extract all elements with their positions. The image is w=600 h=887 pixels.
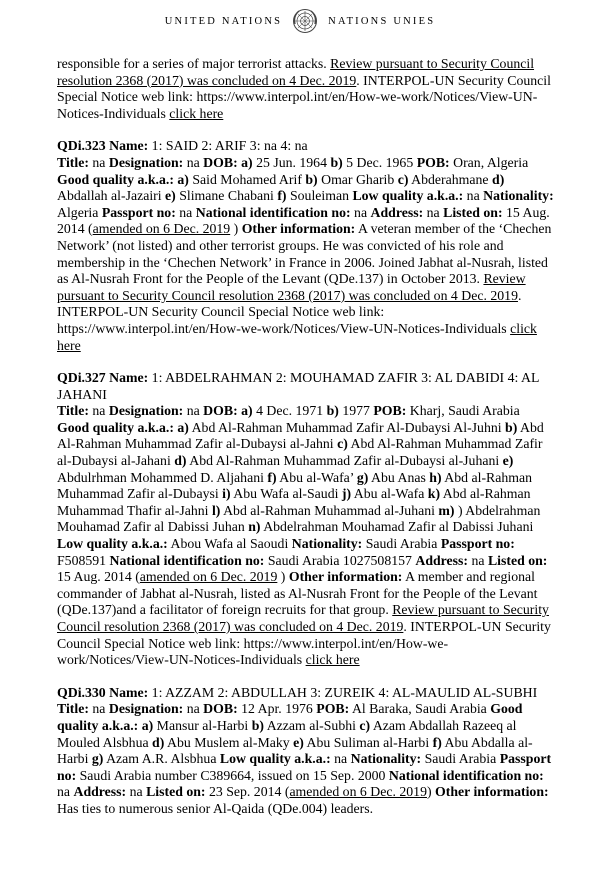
entry-qdi-327: QDi.327 Name: 1: ABDELRAHMAN 2: MOUHAMAD ZAFIR 3: AL DABIDI 4: AL JAHANI Title: na Designation: na DOB: a) 4 Dec. 1971 b) 1977 POB: Kharj, Saudi Arabia Good quality a.k.a.: a) Abd Al-Rahman Muhammad Zafir Al-Dubaysi Al-Juhni b) Abd Al-Rahman Muhammad Zafir al-Dubaysi al-Jahni c) Abd Al-Rahman Muhammad Zafir al-Dubaysi al-Jahani d) Abd Al-Rahman Muhammad Zafir al-Dubaysi al-Juhani e) Abdulrhman Mohammed D. Aljahani f) Abu al-Wafa’ g) Abu Anas h) Abd al-Rahman Muhammad Zafir al-Dubaysi i) Abu Wafa al-Saudi j) Abu al-Wafa k) Abd al-Rahman Muhammad Thafir al-Jahni l) Abd al-Rahman Muhammad al-Juhani m) ) Abdelrahman Mouhamad Zafir al Dabissi Juhan n) Abdelrahman Mouhamad Zafir al Dabissi Juhani Low quality a.k.a.: Abou Wafa al Saoudi Nationality: Saudi Arabia Passport no: F508591 National identification no: Saudi Arabia 1027508157 Address: na Listed on: 15 Aug. 2014 (amended on 6 Dec. 2019 ) Other information: A member and regional commander of Jabhat al-Nusrah, listed as Al-Nusrah Front for the People of the Levant (QDe.137)and a facilitator of foreign recruits for that group. Review pursuant to Security Council resolution 2368 (2017) was concluded on 4 Dec. 2019. INTERPOL-UN Security Council Special Notice web link: https://www.interpol.int/en/How-we-work/Notices/View-UN-Notices-Individuals click here: [57, 370, 551, 668]
field-lq: na: [466, 188, 480, 204]
field-gq-f-label: f): [277, 188, 287, 204]
field-title-label: Title:: [57, 701, 89, 717]
field-natid-label: National identification no:: [109, 552, 265, 568]
field-nationality: Algeria: [57, 204, 99, 220]
field-gq-g-label: g): [356, 469, 369, 485]
field-gq-l: Abd al-Rahman Muhammad al-Juhani: [223, 502, 435, 518]
field-address: na: [426, 204, 440, 220]
click-here-link[interactable]: click here: [57, 320, 537, 353]
field-dob-b-label: b): [330, 154, 343, 170]
entry-id: QDi.330: [57, 684, 106, 700]
field-gq-c-label: c): [337, 436, 348, 452]
field-gq-c: Azam Abdallah Razeeq al Mouled Alsbhua: [57, 717, 517, 750]
field-title: na: [92, 154, 106, 170]
field-gq-c: Abderahmane: [411, 171, 489, 187]
field-dob-label: DOB:: [203, 154, 238, 170]
field-gq-j: Abu al-Wafa: [353, 486, 425, 502]
field-gq-n: Abdelrahman Mouhamad Zafir al Dabissi Juhani: [263, 519, 534, 535]
field-passport-label: Passport no:: [101, 204, 176, 220]
field-gq-h-label: h): [429, 469, 442, 485]
review-link[interactable]: Review pursuant to Security Council resolution 2368 (2017) was concluded on 4 Dec. 2019: [57, 56, 535, 88]
field-listed: 23 Sep. 2014: [208, 784, 282, 800]
field-address: na: [471, 552, 485, 568]
entry-name: 1: ABDELRAHMAN 2: MOUHAMAD ZAFIR 3: AL DABIDI 4: AL JAHANI: [57, 370, 539, 402]
field-dob-label: DOB:: [203, 403, 238, 419]
entry-qdi-330: QDi.330 Name: 1: AZZAM 2: ABDULLAH 3: ZUREIK 4: AL-MAULID AL-SUBHI Title: na Designation: na DOB: 12 Apr. 1976 POB: Al Baraka, Saudi Arabia Good quality a.k.a.: a) Mansur al-Harbi b) Azzam al-Subhi c) Azam Abdallah Razeeq al Mouled Alsbhua d) Abu Muslem al-Maky e) Abu Suliman al-Harbi f) Abu Abdalla al-Harbi g) Azam A.R. Alsbhua Low quality a.k.a.: na Nationality: Saudi Arabia Passport no: Saudi Arabia number C389664, issued on 15 Sep. 2000 National identification no: na Address: na Listed on: 23 Sep. 2014 (amended on 6 Dec. 2019) Other information: Has ties to numerous senior Al-Qaida (QDe.004) leaders.: [57, 684, 552, 816]
field-gq-c-label: c): [359, 717, 371, 733]
field-name-label: Name:: [109, 370, 149, 386]
field-nationality: Saudi Arabia: [365, 536, 438, 552]
field-other-label: Other information:: [241, 221, 356, 237]
click-here-link[interactable]: click here: [305, 652, 360, 668]
field-other: A veteran member of the ‘Chechen Network’ (not listed) and other terrorist groups. He was convicted of his role and membership in the ‘Chechen Network’ in France in 2006. Joined Jabhat al-Nusrah, listed as Al-Nusrah Front for the People of the Levant (QDe.137) in October 2013.: [57, 221, 552, 287]
field-natid: Saudi Arabia 1027508157: [267, 552, 412, 568]
field-dob-b: 5 Dec. 1965: [346, 154, 414, 170]
field-lq-label: Low quality a.k.a.:: [352, 188, 464, 204]
entry-id: QDi.327: [57, 370, 106, 386]
field-gq-d-label: d): [174, 453, 187, 469]
field-gq-e: Abdulrhman Mohammed D. Aljahani: [57, 469, 264, 485]
field-gq-h: Abd al-Rahman Muhammad Zafir al-Dubaysi: [57, 469, 533, 502]
field-gq-d: Abd Al-Rahman Muhammad Zafir al-Dubaysi al-Juhani: [189, 453, 500, 469]
field-natid: na: [57, 784, 71, 800]
field-listed-label: Listed on:: [487, 552, 548, 568]
amended-link[interactable]: amended on 6 Dec. 2019: [139, 569, 278, 585]
field-nationality-label: Nationality:: [291, 536, 363, 552]
field-gq-g-label: g): [91, 751, 104, 767]
field-dob-label: DOB:: [203, 701, 238, 717]
entry-name: 1: AZZAM 2: ABDULLAH 3: ZUREIK 4: AL-MAULID AL-SUBHI: [151, 684, 538, 700]
field-gq-e-label: e): [293, 734, 304, 750]
field-gq-b-label: b): [505, 419, 518, 435]
field-designation-label: Designation:: [108, 403, 184, 419]
field-other: A member and regional commander of Jabhat al-Nusrah, listed as Al-Nusrah Front for the People of the Levant (QDe.137)and a facilitator of foreign recruits for that group.: [57, 569, 538, 618]
field-nationality-label: Nationality:: [350, 751, 422, 767]
field-interpol: . INTERPOL-UN Security Council Special Notice web link: https://www.interpol.int/en/How-we-work/Notices/View-UN-Notices-Individuals: [57, 287, 522, 336]
field-gq-d-label: d): [152, 734, 165, 750]
field-gq-b-label: b): [305, 171, 318, 187]
field-name-label: Name:: [109, 138, 149, 154]
field-dob-b: 1977: [342, 403, 370, 419]
field-gq-e: Slimane Chabani: [179, 188, 274, 204]
field-lq: na: [334, 751, 348, 767]
field-dob-a: 4 Dec. 1971: [256, 403, 324, 419]
click-here-link[interactable]: click here: [169, 105, 224, 121]
field-address-label: Address:: [370, 204, 424, 220]
field-gq-c: Abd Al-Rahman Muhammad Zafir al-Dubaysi al-Jahani: [57, 436, 543, 469]
field-gq-a: Mansur al-Harbi: [156, 717, 249, 733]
field-listed: 15 Aug. 2014: [57, 204, 550, 237]
field-listed-label: Listed on:: [146, 784, 206, 800]
field-gq-f: Souleiman: [289, 188, 349, 204]
field-gq-g: Abu Anas: [371, 469, 426, 485]
field-passport: Saudi Arabia number C389664, issued on 15 Sep. 2000: [79, 767, 386, 783]
field-gq-b: Omar Gharib: [321, 171, 395, 187]
field-lq-label: Low quality a.k.a.:: [219, 751, 331, 767]
field-nationality: Saudi Arabia: [424, 751, 497, 767]
field-gq-a-label: a): [141, 717, 154, 733]
field-address: na: [129, 784, 143, 800]
field-gq-m-label: m): [438, 502, 455, 518]
field-designation: na: [186, 154, 200, 170]
field-gq-b: Azzam al-Subhi: [266, 717, 356, 733]
field-gq-l-label: l): [211, 502, 221, 518]
header-right-text: NATIONS UNIES: [328, 15, 436, 27]
field-other-label: Other information:: [435, 784, 549, 800]
field-natid: na: [354, 204, 368, 220]
field-designation: na: [186, 403, 200, 419]
field-dob-a-label: a): [241, 154, 253, 170]
field-name-label: Name:: [109, 684, 149, 700]
field-gq-a: Abd Al-Rahman Muhammad Zafir Al-Dubaysi Al-Juhni: [191, 419, 502, 435]
field-designation: na: [186, 701, 200, 717]
field-gq-k-label: k): [427, 486, 441, 502]
field-gq-k: Abd al-Rahman Muhammad Thafir al-Jahni: [57, 486, 531, 518]
field-gq-d: Abu Muslem al-Maky: [167, 734, 290, 750]
field-interpol: . INTERPOL-UN Security Council Special Notice web link: https://www.interpol.int/en/How-we-work/Notices/View-UN-Notices-Individuals: [57, 72, 551, 121]
field-title: na: [92, 403, 106, 419]
field-gq-c-label: c): [397, 171, 409, 187]
entry-name: 1: SAID 2: ARIF 3: na 4: na: [151, 138, 308, 154]
field-listed-label: Listed on:: [443, 204, 503, 220]
field-pob-label: POB:: [373, 403, 407, 419]
field-nationality-label: Nationality:: [483, 188, 554, 204]
field-designation-label: Designation:: [108, 154, 184, 170]
field-gq-i: Abu Wafa al-Saudi: [233, 486, 339, 502]
field-gq-f-label: f): [267, 469, 277, 485]
field-gq-f-label: f): [432, 734, 442, 750]
field-address-label: Address:: [73, 784, 127, 800]
field-listed: 15 Aug. 2014: [57, 569, 132, 585]
page-header: [0, 6, 600, 36]
field-other: Has ties to numerous senior Al-Qaida (QDe.004) leaders.: [57, 800, 374, 816]
field-pob-label: POB:: [316, 701, 350, 717]
field-title-label: Title:: [57, 154, 89, 170]
field-gq-label: Good quality a.k.a.:: [57, 171, 174, 187]
field-gq-n-label: n): [248, 519, 261, 535]
field-pob: Al Baraka, Saudi Arabia: [351, 701, 487, 717]
review-link[interactable]: Review pursuant to Security Council resolution 2368 (2017) was concluded on 4 Dec. 2019: [57, 271, 526, 303]
field-dob: 12 Apr. 1976: [241, 701, 313, 717]
field-passport-label: Passport no:: [57, 751, 552, 783]
field-lq-label: Low quality a.k.a.:: [57, 536, 168, 552]
field-natid-label: National identification no:: [388, 767, 544, 783]
field-natid-label: National identification no:: [195, 204, 351, 220]
field-address-label: Address:: [415, 552, 469, 568]
field-dob-a: 25 Jun. 1964: [256, 154, 327, 170]
field-interpol: . INTERPOL-UN Security Council Special Notice web link: https://www.interpol.int/en/How-we-work/Notices/View-UN-Notices-Individuals: [57, 619, 551, 668]
field-gq-a: Said Mohamed Arif: [192, 171, 302, 187]
amended-link[interactable]: amended on 6 Dec. 2019: [92, 221, 231, 237]
field-title: na: [92, 701, 106, 717]
field-other-label: Other information:: [288, 569, 403, 585]
field-gq-b-label: b): [251, 717, 264, 733]
field-gq-g: Azam A.R. Alsbhua: [106, 751, 217, 767]
field-dob-b-label: b): [326, 403, 339, 419]
entry-qdi-323: QDi.323 Name: 1: SAID 2: ARIF 3: na 4: na Title: na Designation: na DOB: a) 25 Jun. 1964 b) 5 Dec. 1965 POB: Oran, Algeria Good quality a.k.a.: a) Said Mohamed Arif b) Omar Gharib c) Abderahmane d) Abdallah al-Jazairi e) Slimane Chabani f) Souleiman Low quality a.k.a.: na Nationality: Algeria Passport no: na National identification no: na Address: na Listed on: 15 Aug. 2014 (amended on 6 Dec. 2019 ) Other information: A veteran member of the ‘Chechen Network’ (not listed) and other terrorist groups. He was convicted of his role and membership in the ‘Chechen Network’ in France in 2006. Joined Jabhat al-Nusrah, listed as Al-Nusrah Front for the People of the Levant (QDe.137) in October 2013. Review pursuant to Security Council resolution 2368 (2017) was concluded on 4 Dec. 2019. INTERPOL-UN Security Council Special Notice web link: https://www.interpol.int/en/How-we-work/Notices/View-UN-Notices-Individuals click here: [57, 138, 554, 353]
field-gq-i-label: i): [222, 486, 231, 502]
field-passport: na: [179, 204, 193, 220]
amended-link[interactable]: amended on 6 Dec. 2019: [289, 784, 427, 800]
field-dob-a-label: a): [241, 403, 253, 419]
review-link[interactable]: Review pursuant to Security Council resolution 2368 (2017) was concluded on 4 Dec. 2019: [57, 602, 549, 634]
entry-id: QDi.323: [57, 138, 106, 154]
field-pob: Kharj, Saudi Arabia: [409, 403, 520, 419]
header-left-text: UNITED NATIONS: [164, 15, 283, 27]
field-designation-label: Designation:: [108, 701, 184, 717]
continuation-paragraph: [57, 56, 555, 122]
field-gq-m: ) Abdelrahman Mouhamad Zafir al Dabissi Juhan: [57, 502, 541, 535]
document-body: [57, 56, 555, 834]
field-gq-label: Good quality a.k.a.:: [57, 419, 174, 435]
field-gq-b: Abd Al-Rahman Muhammad Zafir al-Dubaysi al-Jahni: [57, 419, 544, 452]
field-pob: Oran, Algeria: [453, 154, 529, 170]
field-gq-d: Abdallah al-Jazairi: [57, 188, 162, 204]
field-gq-f: Abu Abdalla al-Harbi: [57, 734, 533, 767]
field-gq-e: Abu Suliman al-Harbi: [306, 734, 430, 750]
field-passport-label: Passport no:: [440, 536, 515, 552]
field-gq-a-label: a): [177, 419, 189, 435]
field-gq-j-label: j): [341, 486, 352, 502]
field-gq-d-label: d): [492, 171, 505, 187]
field-gq-e-label: e): [165, 188, 176, 204]
field-gq-f: Abu al-Wafa’: [279, 469, 354, 485]
field-text: responsible for a series of major terrorist attacks.: [57, 56, 331, 71]
field-title-label: Title:: [57, 403, 89, 419]
field-pob-label: POB:: [416, 154, 450, 170]
field-gq-label: Good quality a.k.a.:: [57, 701, 523, 733]
field-lq: Abou Wafa al Saoudi: [170, 536, 289, 552]
un-emblem-icon: [292, 8, 318, 34]
field-gq-e-label: e): [502, 453, 514, 469]
field-passport: F508591: [57, 552, 107, 568]
field-gq-a-label: a): [177, 171, 189, 187]
